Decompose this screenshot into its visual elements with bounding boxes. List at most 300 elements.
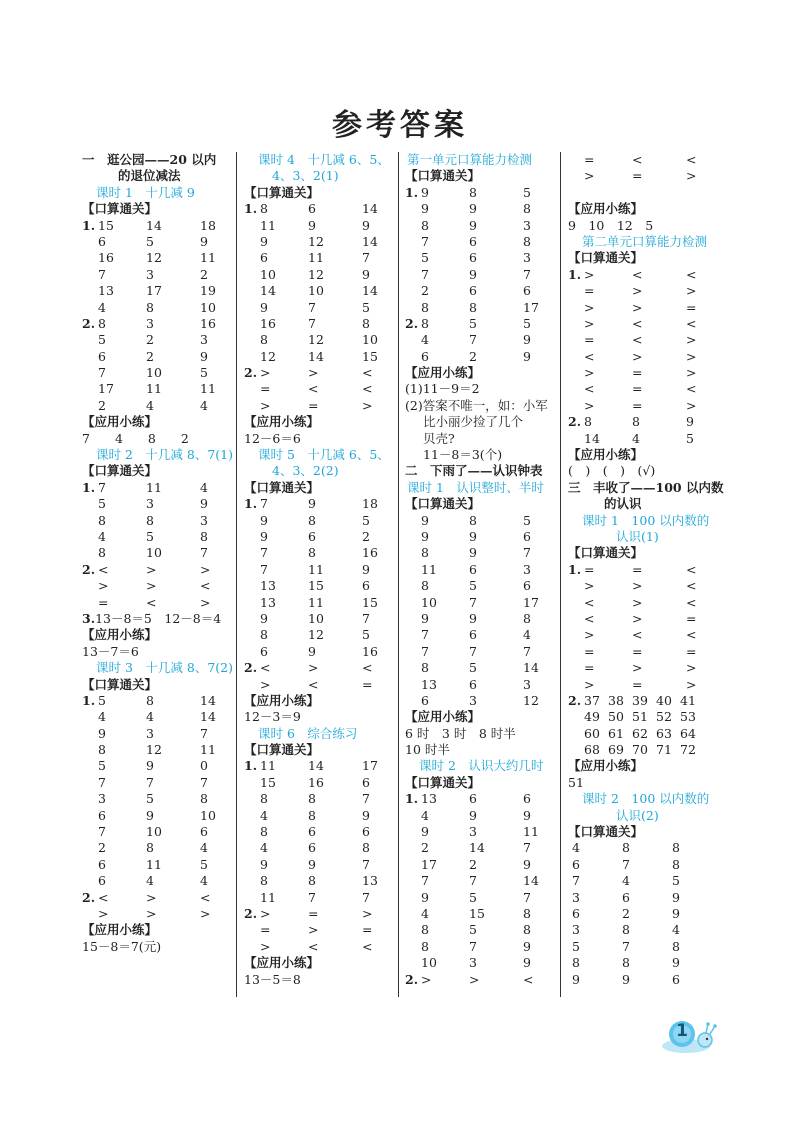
answer-value: 13 (260, 594, 276, 610)
answer-line (568, 611, 716, 627)
answer-value: > (584, 627, 595, 643)
section-heading: 三 丰收了——100 以内数 (568, 479, 724, 495)
answer-value: = (584, 332, 595, 348)
answer-value: 7 (523, 840, 531, 856)
answer-value: 4 (523, 627, 531, 643)
answer-value: 14 (584, 430, 600, 446)
answer-value: 9 (469, 528, 477, 544)
answer-value: 9 (523, 807, 531, 823)
answer-value: < (200, 578, 211, 594)
answer-line (405, 693, 553, 709)
answer-line (244, 365, 392, 381)
answer-value: > (362, 905, 373, 921)
answer-value: 8 (308, 807, 316, 823)
exercise-label: 【应用小练】 (82, 414, 158, 430)
answer-line (244, 906, 392, 922)
answer-value: > (584, 365, 595, 381)
answer-line (568, 398, 716, 414)
answer-value: > (200, 594, 211, 610)
answer-value: 7 (421, 233, 429, 249)
answer-line (82, 660, 234, 676)
answer-value: 8 (260, 791, 268, 807)
answer-value: = (584, 660, 595, 676)
exercise-label: 【应用小练】 (568, 758, 644, 774)
answer-value: 11 (260, 217, 276, 233)
answer-value: = (632, 381, 643, 397)
answer-value: 5 (523, 184, 531, 200)
answer-line (244, 513, 392, 529)
answer-line (82, 906, 230, 922)
answer-value: 7 (523, 889, 531, 905)
answer-value: 4 (572, 840, 580, 856)
answer-line (405, 840, 553, 856)
answer-value: 9 (260, 610, 268, 626)
answer-line (244, 250, 392, 266)
answer-value: 9 (469, 266, 477, 282)
answer-line (244, 890, 392, 906)
question-number: 2. (82, 889, 96, 905)
answer-value: 8 (523, 922, 531, 938)
answer-value: 9 (672, 955, 680, 971)
answer-value: 3 (200, 332, 208, 348)
answer-line (244, 758, 392, 774)
answer-line (405, 939, 553, 955)
answer-value: 7 (523, 545, 531, 561)
answer-value: 4 (200, 479, 208, 495)
answer-value: 9 (146, 758, 154, 774)
answer-value: 16 (260, 315, 276, 331)
answer-value: 8 (672, 840, 680, 856)
answer-value: 14 (469, 840, 485, 856)
answer-value: 11 (260, 889, 276, 905)
answer-line (82, 595, 230, 611)
answer-value: > (98, 578, 109, 594)
answer-line (568, 218, 716, 234)
answer-value: 7 (421, 266, 429, 282)
question-number: 2. (568, 692, 582, 708)
answer-value: 13 (362, 873, 378, 889)
answer-value: < (686, 152, 697, 167)
answer-line (405, 332, 553, 348)
answer-value: 2 (200, 266, 208, 282)
answer-value: 13 (98, 283, 114, 299)
answer-value: 8 (572, 955, 580, 971)
answer-value: 8 (146, 840, 154, 856)
answer-value: 6 (672, 971, 680, 987)
answer-line (244, 185, 392, 201)
answer-value: 39 (632, 692, 648, 708)
answer-line (244, 709, 392, 725)
answer-value: 11 (146, 479, 162, 495)
answer-value: < (362, 365, 373, 381)
answer-value: 4 (632, 430, 640, 446)
answer-line (244, 349, 392, 365)
answer-value: 7 (98, 479, 106, 495)
answer-value: 8 (98, 512, 106, 528)
answer-line (568, 758, 716, 774)
answer-line (568, 447, 716, 463)
answer-value: = (362, 922, 373, 938)
answer-column-3 (405, 152, 553, 988)
answer-value: 11 (308, 594, 324, 610)
answer-line (405, 398, 553, 414)
answer-value: 11 (308, 250, 324, 266)
answer-value: 10 (308, 610, 324, 626)
answer-value: 4 (200, 873, 208, 889)
answer-value: 6 (523, 528, 531, 544)
answer-value: 6 (200, 824, 208, 840)
answer-value: < (584, 594, 595, 610)
answer-value: 6 (308, 840, 316, 856)
lesson-heading: 4、3、2(1) (272, 168, 339, 184)
lesson-heading: 课时 6 综合练习 (258, 725, 358, 741)
answer-value: 9 (421, 528, 429, 544)
answer-line (82, 349, 230, 365)
answer-value: 9 (362, 561, 370, 577)
answer-value: 13 (421, 676, 437, 692)
answer-value: 3 (146, 725, 154, 741)
answer-value: 8 (308, 512, 316, 528)
page-title: 参考答案 (332, 108, 468, 143)
answer-value: 2 (469, 856, 477, 872)
answer-value: 5 (672, 873, 680, 889)
answer-value: 7 (572, 873, 580, 889)
answer-value: 6 (260, 643, 268, 659)
answer-value: 8 (523, 201, 531, 217)
answer-column-4 (568, 152, 724, 988)
answer-value: 9 (308, 496, 316, 512)
answer-line (244, 857, 392, 873)
answer-line (568, 168, 716, 184)
answer-value: 8 (584, 414, 592, 430)
answer-value: 8 (421, 315, 429, 331)
answer-value: 70 (632, 742, 648, 758)
exercise-label: 【口算通关】 (82, 463, 158, 479)
question-number: 2. (244, 905, 258, 921)
answer-value: 2 (146, 348, 154, 364)
answer-value: 40 (656, 692, 672, 708)
answer-value: 9 (260, 856, 268, 872)
answer-value: 9 (672, 905, 680, 921)
answer-line (568, 365, 716, 381)
answer-value: 7 (98, 365, 106, 381)
answer-value: > (260, 676, 271, 692)
lesson-heading: 课时 5 十几减 6、5、 (258, 447, 390, 463)
answer-line (244, 283, 392, 299)
answer-line (244, 742, 392, 758)
answer-value: 13 (260, 578, 276, 594)
answer-text: 9 10 12 5 (568, 217, 654, 233)
answer-value: 9 (200, 496, 208, 512)
answer-line (244, 627, 392, 643)
answer-value: = (632, 397, 643, 413)
exercise-label: 【口算通关】 (568, 250, 644, 266)
answer-value: 14 (362, 201, 378, 217)
answer-value: > (584, 315, 595, 331)
answer-line (82, 218, 230, 234)
lesson-heading: 认识(2) (616, 807, 659, 823)
lesson-heading: 第一单元口算能力检测 (407, 152, 533, 167)
answer-value: 16 (308, 774, 324, 790)
answer-value: > (686, 168, 697, 184)
answer-line (568, 922, 716, 938)
answer-value: 7 (469, 594, 477, 610)
answer-line (568, 300, 716, 316)
answer-line (244, 381, 392, 397)
answer-line (244, 775, 392, 791)
answer-value: 5 (523, 512, 531, 528)
answer-line (244, 939, 392, 955)
answer-value: 3 (572, 922, 580, 938)
column-divider (236, 152, 237, 997)
answer-line (568, 316, 716, 332)
question-number: 2. (405, 971, 419, 987)
answer-line (405, 775, 553, 791)
answer-value: 6 (260, 250, 268, 266)
answer-value: 6 (98, 348, 106, 364)
answer-line (568, 332, 716, 348)
answer-line (244, 545, 392, 561)
answer-value: 6 (98, 856, 106, 872)
answer-text: 比小丽少捡了几个 (423, 414, 524, 430)
answer-value: 11 (260, 758, 276, 774)
answer-line (82, 939, 230, 955)
answer-value: = (686, 643, 697, 659)
answer-value: > (308, 660, 319, 676)
exercise-label: 【口算通关】 (568, 824, 644, 840)
answer-value: 2 (362, 528, 370, 544)
answer-value: > (421, 971, 432, 987)
answer-value: 4 (98, 528, 106, 544)
answer-value: 6 (572, 905, 580, 921)
answer-value: < (686, 561, 697, 577)
answer-value: < (146, 594, 157, 610)
answer-value: 14 (308, 348, 324, 364)
answer-value: 9 (523, 955, 531, 971)
answer-value: 4 (146, 873, 154, 889)
answer-line (82, 808, 230, 824)
answer-line (244, 562, 392, 578)
answer-value: 69 (608, 742, 624, 758)
answer-value: < (584, 610, 595, 626)
answer-value: > (686, 397, 697, 413)
answer-value: 6 (362, 578, 370, 594)
answer-value: 8 (260, 201, 268, 217)
answer-line (244, 332, 392, 348)
answer-value: 11 (200, 250, 216, 266)
answer-value: 6 (469, 250, 477, 266)
answer-value: 72 (680, 742, 696, 758)
answer-line (82, 775, 230, 791)
answer-line (244, 595, 392, 611)
answer-value: < (362, 938, 373, 954)
answer-value: 12 (146, 742, 162, 758)
question-number: 1. (568, 266, 582, 282)
answer-value: 4 (421, 905, 429, 921)
answer-value: 9 (308, 643, 316, 659)
answer-line (82, 709, 230, 725)
answer-line (244, 300, 392, 316)
answer-value: > (632, 283, 643, 299)
answer-value: 10 (200, 807, 216, 823)
answer-value: 9 (362, 266, 370, 282)
answer-value: 14 (260, 283, 276, 299)
answer-value: 38 (608, 692, 624, 708)
answer-value: 8 (98, 315, 106, 331)
answer-value: 2 (469, 348, 477, 364)
answer-value: 16 (362, 643, 378, 659)
answer-line (82, 381, 230, 397)
exercise-label: 【口算通关】 (244, 184, 320, 200)
answer-value: 16 (98, 250, 114, 266)
answer-line (82, 890, 230, 906)
answer-line (405, 316, 553, 332)
section-heading: 二 下雨了——认识钟表 (405, 463, 543, 479)
answer-value: 3 (523, 561, 531, 577)
answer-value: 9 (523, 856, 531, 872)
answer-line (82, 201, 230, 217)
question-number: 1. (405, 791, 419, 807)
answer-value: > (260, 365, 271, 381)
answer-value: 8 (469, 512, 477, 528)
answer-line (82, 562, 230, 578)
answer-value: 7 (622, 938, 630, 954)
answer-line (405, 627, 553, 643)
answer-line (244, 463, 392, 479)
answer-line (82, 234, 230, 250)
answer-line (568, 840, 716, 856)
lesson-heading: 课时 1 十几减 9 (96, 184, 195, 200)
exercise-label: 【应用小练】 (244, 414, 320, 430)
answer-line (568, 414, 716, 430)
answer-line (568, 890, 716, 906)
answer-value: 9 (622, 971, 630, 987)
answer-value: 7 (421, 643, 429, 659)
answer-line (405, 283, 553, 299)
answer-line (244, 480, 392, 496)
lesson-heading: 课时 2 100 以内数的 (582, 791, 710, 807)
answer-line (244, 955, 392, 971)
answer-value: 9 (308, 856, 316, 872)
answer-value: 6 (421, 692, 429, 708)
answer-line (82, 250, 230, 266)
answer-value: > (584, 299, 595, 315)
answer-line (568, 726, 716, 742)
answer-line (568, 349, 716, 365)
question-number: 1. (244, 758, 258, 774)
answer-value: 7 (308, 889, 316, 905)
answer-value: 11 (523, 824, 539, 840)
answer-value: 4 (260, 807, 268, 823)
answer-value: 14 (200, 709, 216, 725)
answer-value: 8 (260, 627, 268, 643)
answer-value: 8 (421, 660, 429, 676)
answer-value: 62 (632, 725, 648, 741)
answer-line (244, 693, 392, 709)
answer-value: 5 (421, 250, 429, 266)
answer-value: 7 (308, 299, 316, 315)
answer-value: 9 (523, 938, 531, 954)
answer-value: 3 (572, 889, 580, 905)
answer-line (405, 758, 553, 774)
answer-line (405, 480, 553, 496)
answer-line (82, 316, 230, 332)
answer-line (568, 824, 716, 840)
answer-line (405, 496, 553, 512)
answer-value: < (308, 938, 319, 954)
answer-value: 7 (200, 774, 208, 790)
answer-value: 11 (146, 381, 162, 397)
answer-line (405, 906, 553, 922)
exercise-label: 【口算通关】 (405, 496, 481, 512)
exercise-label: 【口算通关】 (405, 774, 481, 790)
answer-value: 11 (146, 856, 162, 872)
answer-value: 4 (622, 873, 630, 889)
answer-value: 8 (308, 873, 316, 889)
answer-line (244, 578, 392, 594)
answer-line (568, 479, 724, 496)
answer-text: (2)答案不唯一，如：小军 (405, 397, 548, 413)
answer-value: 4 (98, 299, 106, 315)
answer-line (405, 365, 553, 381)
answer-line (405, 726, 553, 742)
answer-text: 51 (568, 774, 584, 790)
answer-line (568, 808, 716, 824)
answer-value: > (362, 397, 373, 413)
answer-line (82, 480, 230, 496)
answer-value: > (260, 397, 271, 413)
answer-value: 14 (200, 692, 216, 708)
answer-value: 5 (98, 496, 106, 512)
answer-line (405, 890, 553, 906)
answer-value: 7 (146, 774, 154, 790)
lesson-heading: 课时 1 认识整时、半时 (407, 479, 544, 495)
answer-line (82, 857, 230, 873)
answer-line (405, 414, 553, 430)
answer-value: 8 (200, 528, 208, 544)
answer-value: 10 (421, 955, 437, 971)
answer-value: 14 (308, 758, 324, 774)
lesson-heading: 课时 4 十几减 6、5、 (258, 152, 390, 167)
answer-value: 6 (98, 873, 106, 889)
answer-value: 64 (680, 725, 696, 741)
answer-value: 71 (656, 742, 672, 758)
answer-value: 5 (362, 299, 370, 315)
answer-value: < (686, 381, 697, 397)
answer-value: 16 (200, 315, 216, 331)
answer-value: 50 (608, 709, 624, 725)
answer-line (82, 431, 230, 447)
answer-value: > (632, 610, 643, 626)
answer-line (405, 431, 553, 447)
exercise-label: 【口算通关】 (568, 545, 644, 561)
answer-value: 9 (523, 332, 531, 348)
answer-line (244, 267, 392, 283)
answer-value: 8 (622, 922, 630, 938)
answer-value: 8 (469, 299, 477, 315)
answer-value: > (632, 660, 643, 676)
answer-value: 61 (608, 725, 624, 741)
answer-value: 2 (421, 283, 429, 299)
answer-value: 6 (98, 807, 106, 823)
answer-column-1 (82, 152, 234, 955)
answer-value: = (632, 168, 643, 184)
answer-value: 13 (421, 791, 437, 807)
answer-value: > (632, 348, 643, 364)
answer-value: > (686, 348, 697, 364)
answer-value: 7 (362, 250, 370, 266)
answer-value: 3 (523, 676, 531, 692)
